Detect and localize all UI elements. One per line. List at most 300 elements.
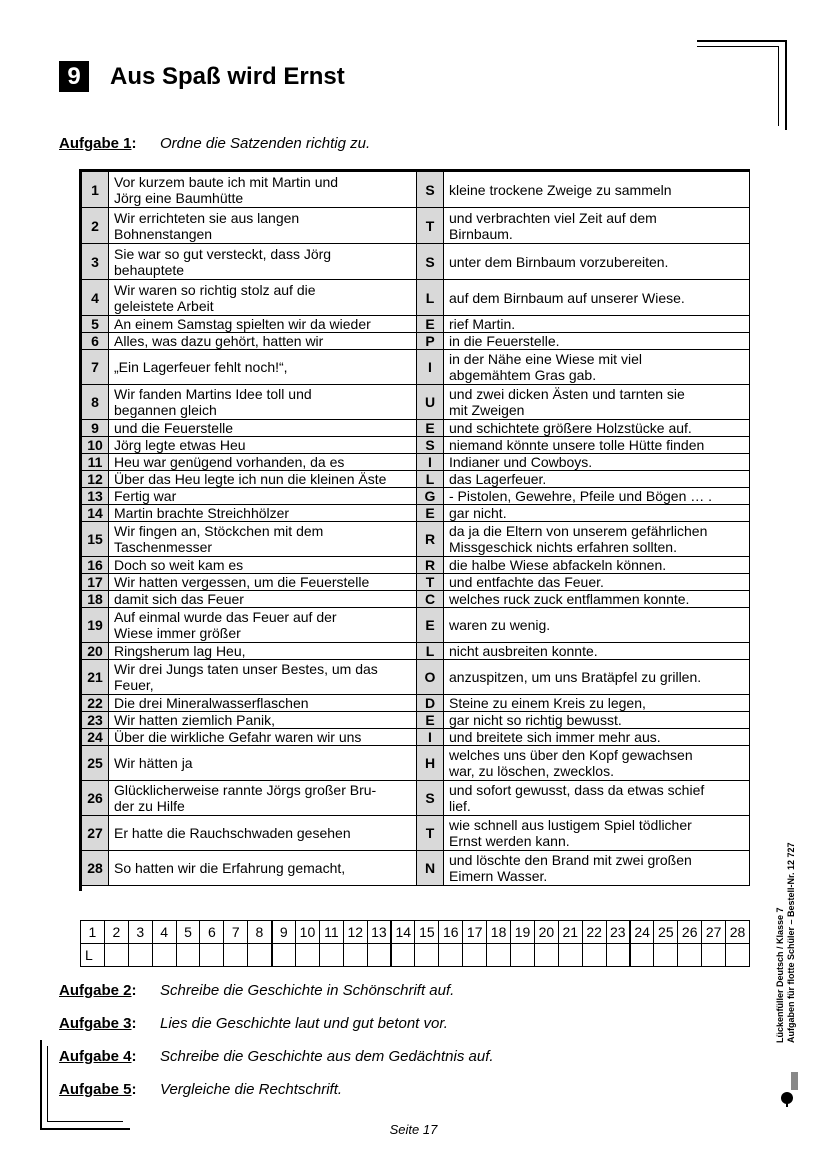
sentence-end [444, 712, 750, 729]
answer-grid-number: 27 [702, 921, 726, 944]
sentence-end [444, 208, 750, 244]
solution-letter: E [417, 505, 444, 522]
sentence-start-line: Wir drei Jungs taten unser Bestes, um das [114, 661, 378, 677]
sentence-start [109, 574, 417, 591]
answer-grid-number: 1 [81, 921, 105, 944]
table-row [82, 729, 750, 746]
answer-grid-letter-field[interactable] [152, 944, 176, 967]
solution-letter: C [417, 591, 444, 608]
solution-letter: E [417, 608, 444, 643]
row-number: 6 [82, 333, 109, 350]
sentence-end-line: die halbe Wiese abfackeln können. [449, 557, 667, 573]
row-number: 27 [82, 816, 109, 851]
answer-grid-number: 8 [248, 921, 272, 944]
sentence-start-line: Bohnenstangen [114, 225, 213, 242]
sentence-start [109, 280, 417, 316]
sentence-end [444, 574, 750, 591]
solution-letter: N [417, 851, 444, 886]
row-number: 10 [82, 437, 109, 454]
sentence-end-line: mit Zweigen [449, 402, 525, 418]
row-number: 2 [82, 208, 109, 244]
sentence-end-line: gar nicht. [449, 505, 507, 521]
solution-letter: I [417, 454, 444, 471]
sentence-start-line: Jörg legte etwas Heu [114, 437, 246, 453]
solution-letter: S [417, 244, 444, 280]
answer-grid-letter-field[interactable] [296, 944, 320, 967]
row-number: 25 [82, 746, 109, 781]
task-3: Aufgabe 3: Lies die Geschichte laut und gut betont vor. [59, 1015, 448, 1032]
sentence-end-line: welches uns über den Kopf gewachsen [449, 747, 693, 763]
answer-grid-letter-field[interactable] [104, 944, 128, 967]
answer-grid-letter-field[interactable] [678, 944, 702, 967]
sentence-end [444, 816, 750, 851]
sentence-start-line: Doch so weit kam es [114, 557, 244, 573]
publisher-logo-icon [778, 1070, 800, 1108]
sentence-start [109, 488, 417, 505]
table-row [82, 172, 750, 208]
solution-letter: L [417, 280, 444, 316]
table-row [82, 781, 750, 816]
sentence-end [444, 316, 750, 333]
solution-letter: R [417, 557, 444, 574]
answer-grid-number: 28 [726, 921, 750, 944]
sentence-start [109, 333, 417, 350]
solution-letter: I [417, 729, 444, 746]
sentence-start-line: Über die wirkliche Gefahr waren wir uns [114, 729, 362, 745]
sentence-start-line: „Ein Lagerfeuer fehlt noch!“, [114, 359, 288, 375]
answer-grid-number: 5 [176, 921, 200, 944]
sentence-start-line: So hatten wir die Erfahrung gemacht, [114, 860, 346, 876]
row-number: 21 [82, 660, 109, 695]
sentence-start [109, 851, 417, 886]
row-number: 5 [82, 316, 109, 333]
sentence-end [444, 350, 750, 385]
answer-grid-letter-field[interactable] [534, 944, 558, 967]
table-row [82, 208, 750, 244]
sentence-start-line: Auf einmal wurde das Feuer auf der [114, 609, 337, 625]
sentence-start-line: Wir fanden Martins Idee toll und [114, 386, 312, 402]
sentence-start-line: und die Feuerstelle [114, 420, 234, 436]
row-number: 9 [82, 420, 109, 437]
sentence-start [109, 208, 417, 244]
sentence-start-line: Heu war genügend vorhanden, da es [114, 454, 345, 470]
solution-letter: E [417, 712, 444, 729]
sentence-start-line: Sie war so gut versteckt, dass Jörg [114, 245, 332, 262]
sentence-end [444, 454, 750, 471]
table-row [82, 420, 750, 437]
sentence-end [444, 420, 750, 437]
solution-letter: L [417, 471, 444, 488]
sentence-end-line: nicht ausbreiten konnte. [449, 643, 598, 659]
corner-frame-top-right-vertical [785, 40, 787, 130]
sentence-end [444, 471, 750, 488]
table-row [82, 385, 750, 420]
task-label: Aufgabe 1 [59, 135, 132, 152]
sentence-start [109, 729, 417, 746]
answer-grid-letter-field[interactable] [487, 944, 511, 967]
sentence-end-line: niemand könnte unsere tolle Hütte finden [449, 437, 705, 453]
sentence-start-line: Wir hätten ja [114, 755, 193, 771]
solution-letter: E [417, 420, 444, 437]
task-5: Aufgabe 5: Vergleiche die Rechtschrift. [59, 1081, 343, 1098]
sentence-start [109, 316, 417, 333]
table-row [82, 437, 750, 454]
solution-letter: S [417, 781, 444, 816]
table-row [82, 350, 750, 385]
answer-grid-number: 13 [367, 921, 391, 944]
task-4: Aufgabe 4: Schreibe die Geschichte aus dem Gedächtnis auf. [59, 1048, 494, 1065]
sentence-start [109, 522, 417, 557]
answer-grid-letter-field[interactable] [367, 944, 391, 967]
matching-table [81, 171, 750, 886]
answer-grid-number: 25 [654, 921, 678, 944]
sentence-start-line: Vor kurzem baute ich mit Martin und [114, 173, 339, 190]
sentence-start-line: geleistete Arbeit [114, 297, 214, 314]
chapter-number-badge: 9 [59, 61, 89, 92]
answer-grid-letter-field[interactable]: L [81, 944, 105, 967]
sentence-start [109, 781, 417, 816]
row-number: 28 [82, 851, 109, 886]
solution-letter: D [417, 695, 444, 712]
sentence-start-line: der zu Hilfe [114, 798, 185, 814]
answer-grid-number: 14 [391, 921, 415, 944]
answer-grid-letter-field[interactable] [654, 944, 678, 967]
corner-frame-top-right-inner [697, 46, 779, 47]
answer-grid-number: 23 [606, 921, 630, 944]
sentence-start-line: An einem Samstag spielten wir da wieder [114, 316, 371, 332]
sentence-end [444, 591, 750, 608]
table-row [82, 746, 750, 781]
task-2: Aufgabe 2: Schreibe die Geschichte in Schönschrift auf. [59, 982, 455, 999]
solution-letter: G [417, 488, 444, 505]
sentence-start [109, 643, 417, 660]
side-info [775, 803, 797, 1043]
table-row [82, 454, 750, 471]
answer-grid-letter-field[interactable] [343, 944, 367, 967]
corner-frame-bottom-left [40, 1040, 42, 1130]
answer-grid-number: 16 [439, 921, 463, 944]
row-number: 20 [82, 643, 109, 660]
answer-grid-number: 24 [630, 921, 654, 944]
answer-grid-number: 20 [534, 921, 558, 944]
sentence-start [109, 712, 417, 729]
answer-grid-letter-field[interactable] [726, 944, 750, 967]
solution-letter: S [417, 172, 444, 208]
task-label: Aufgabe 4 [59, 1048, 132, 1065]
solution-letter: P [417, 333, 444, 350]
answer-grid-letter-field[interactable] [128, 944, 152, 967]
row-number: 19 [82, 608, 109, 643]
row-number: 3 [82, 244, 109, 280]
sentence-end [444, 333, 750, 350]
sentence-start-line: begannen gleich [114, 402, 217, 418]
answer-grid-letter-field[interactable] [224, 944, 248, 967]
answer-grid-numbers-row [81, 921, 750, 944]
corner-frame-top-right [697, 40, 787, 42]
row-number: 12 [82, 471, 109, 488]
sentence-start-line: Die drei Mineralwasserflaschen [114, 695, 309, 711]
sentence-end [444, 608, 750, 643]
table-row [82, 851, 750, 886]
task-text: Ordne die Satzenden richtig zu. [160, 135, 371, 152]
table-row [82, 557, 750, 574]
sentence-start-line: Wir errichteten sie aus langen [114, 209, 300, 226]
row-number: 24 [82, 729, 109, 746]
side-info-line-1: Lückenfüller Deutsch / Klasse 7 [775, 907, 785, 1043]
answer-grid-letter-field[interactable] [176, 944, 200, 967]
sentence-end [444, 643, 750, 660]
sentence-end [444, 729, 750, 746]
sentence-start-line: Alles, was dazu gehört, hatten wir [114, 333, 324, 349]
sentence-start-line: Fertig war [114, 488, 177, 504]
sentence-start-line: Martin brachte Streichhölzer [114, 505, 290, 521]
solution-letter: R [417, 522, 444, 557]
answer-grid-number: 18 [487, 921, 511, 944]
sentence-end [444, 746, 750, 781]
answer-grid-number: 10 [296, 921, 320, 944]
sentence-start-line: Feuer, [114, 677, 154, 693]
answer-grid-number: 26 [678, 921, 702, 944]
solution-letter: T [417, 816, 444, 851]
sentence-end-line: auf dem Birnbaum auf unserer Wiese. [449, 289, 685, 306]
sentence-start [109, 471, 417, 488]
sentence-end-line: waren zu wenig. [449, 617, 551, 633]
task-label: Aufgabe 5 [59, 1081, 132, 1098]
sentence-end-line: kleine trockene Zweige zu sammeln [449, 181, 672, 198]
table-row [82, 471, 750, 488]
sentence-end-line: Missgeschick nichts erfahren sollten. [449, 539, 677, 555]
table-row [82, 608, 750, 643]
row-number: 26 [82, 781, 109, 816]
sentence-end-line: Steine zu einem Kreis zu legen, [449, 695, 646, 711]
answer-grid-letter-field[interactable] [582, 944, 606, 967]
answer-grid-number: 15 [415, 921, 439, 944]
sentence-end [444, 557, 750, 574]
task-text: Lies die Geschichte laut und gut betont vor. [160, 1015, 448, 1032]
sentence-end [444, 851, 750, 886]
page-title: Aus Spaß wird Ernst [110, 63, 345, 90]
answer-grid-number: 19 [511, 921, 535, 944]
sentence-start-line: Taschenmesser [114, 539, 213, 555]
row-number: 17 [82, 574, 109, 591]
sentence-end [444, 172, 750, 208]
answer-grid-number: 6 [200, 921, 224, 944]
sentence-end [444, 505, 750, 522]
table-row [82, 244, 750, 280]
solution-letter: E [417, 316, 444, 333]
solution-letter: I [417, 350, 444, 385]
row-number: 4 [82, 280, 109, 316]
row-number: 18 [82, 591, 109, 608]
sentence-start [109, 608, 417, 643]
sentence-start [109, 437, 417, 454]
sentence-end-line: und zwei dicken Ästen und tarnten sie [449, 386, 685, 402]
sentence-end-line: und schichtete größere Holzstücke auf. [449, 420, 692, 436]
table-row [82, 280, 750, 316]
row-number: 16 [82, 557, 109, 574]
row-number: 1 [82, 172, 109, 208]
answer-grid-letter-field[interactable] [248, 944, 272, 967]
answer-grid-number: 9 [272, 921, 296, 944]
sentence-start [109, 454, 417, 471]
sentence-end [444, 781, 750, 816]
answer-grid-letter-field[interactable] [391, 944, 415, 967]
sentence-end-line: rief Martin. [449, 316, 516, 332]
sentence-start-line: Wiese immer größer [114, 625, 241, 641]
row-number: 23 [82, 712, 109, 729]
sentence-end-line: unter dem Birnbaum vorzubereiten. [449, 253, 669, 270]
solution-letter: T [417, 574, 444, 591]
sentence-start-line: Jörg eine Baumhütte [114, 189, 244, 206]
solution-letter: L [417, 643, 444, 660]
sentence-end-line: und entfachte das Feuer. [449, 574, 604, 590]
sentence-start [109, 695, 417, 712]
answer-grid-number: 22 [582, 921, 606, 944]
answer-grid-number: 12 [343, 921, 367, 944]
sentence-start [109, 420, 417, 437]
answer-grid-letter-field[interactable] [463, 944, 487, 967]
answer-grid-letter-field[interactable] [439, 944, 463, 967]
answer-grid-letters-row [81, 944, 750, 967]
sentence-end-line: Ernst werden kann. [449, 833, 570, 849]
table-row [82, 660, 750, 695]
sentence-start-line: behauptete [114, 261, 185, 278]
sentence-end-line: da ja die Eltern von unserem gefährlichen [449, 523, 708, 539]
row-number: 15 [82, 522, 109, 557]
sentence-end-line: und löschte den Brand mit zwei großen [449, 852, 692, 868]
table-row [82, 712, 750, 729]
corner-frame-top-right-inner-vertical [778, 46, 779, 126]
sentence-end-line: gar nicht so richtig bewusst. [449, 712, 622, 728]
table-row [82, 574, 750, 591]
sentence-end-line: Eimern Wasser. [449, 868, 548, 884]
sentence-end-line: in der Nähe eine Wiese mit viel [449, 351, 642, 367]
table-row [82, 488, 750, 505]
answer-grid-number: 17 [463, 921, 487, 944]
sentence-end-line: und verbrachten viel Zeit auf dem [449, 209, 657, 226]
table-row [82, 695, 750, 712]
table-row [82, 505, 750, 522]
sentence-end [444, 660, 750, 695]
sentence-start [109, 350, 417, 385]
page-footer: Seite 17 [389, 1122, 438, 1137]
sentence-start-line: Wir waren so richtig stolz auf die [114, 281, 316, 298]
sentence-start [109, 244, 417, 280]
sentence-end [444, 437, 750, 454]
sentence-end [444, 522, 750, 557]
sentence-end [444, 385, 750, 420]
sentence-start-line: Glücklicherweise rannte Jörgs großer Bru- [114, 782, 377, 798]
sentence-end [444, 280, 750, 316]
sentence-start [109, 172, 417, 208]
table-row [82, 816, 750, 851]
solution-letter: S [417, 437, 444, 454]
answer-grid-number: 11 [319, 921, 343, 944]
row-number: 7 [82, 350, 109, 385]
table-row [82, 643, 750, 660]
sentence-end [444, 695, 750, 712]
sentence-start [109, 816, 417, 851]
sentence-end-line: war, zu löschen, zwecklos. [449, 763, 614, 779]
sentence-end-line: Birnbaum. [449, 225, 513, 242]
sentence-end-line: - Pistolen, Gewehre, Pfeile und Bögen … . [449, 488, 713, 504]
sentence-end-line: und sofort gewusst, dass da etwas schief [449, 782, 705, 798]
task-label: Aufgabe 2 [59, 982, 132, 999]
sentence-start-line: Über das Heu legte ich nun die kleinen Äste [114, 471, 387, 487]
solution-letter: H [417, 746, 444, 781]
answer-grid [80, 920, 750, 967]
answer-grid-letter-field[interactable] [415, 944, 439, 967]
table-row [82, 333, 750, 350]
task-1: Aufgabe 1: Ordne die Satzenden richtig zu. [59, 135, 371, 152]
sentence-end-line: in die Feuerstelle. [449, 333, 560, 349]
answer-grid-letter-field[interactable] [702, 944, 726, 967]
sentence-start [109, 660, 417, 695]
side-info-line-2: Aufgaben für flotte Schüler – Bestell-Nr. 12 727 [786, 842, 796, 1043]
table-row [82, 522, 750, 557]
solution-letter: O [417, 660, 444, 695]
answer-grid-letter-field[interactable] [606, 944, 630, 967]
row-number: 8 [82, 385, 109, 420]
task-text: Vergleiche die Rechtschrift. [160, 1081, 343, 1098]
answer-grid-letter-field[interactable] [200, 944, 224, 967]
sentence-end-line: anzuspitzen, um uns Bratäpfel zu grillen. [449, 669, 702, 685]
sentence-start [109, 557, 417, 574]
sentence-start [109, 746, 417, 781]
sentence-end-line: und breitete sich immer mehr aus. [449, 729, 661, 745]
sentence-end-line: abgemähtem Gras gab. [449, 367, 597, 383]
sentence-start-line: Ringsherum lag Heu, [114, 643, 246, 659]
answer-grid-letter-field[interactable] [319, 944, 343, 967]
sentence-start [109, 505, 417, 522]
task-label: Aufgabe 3 [59, 1015, 132, 1032]
sentence-end-line: das Lagerfeuer. [449, 471, 547, 487]
solution-letter: U [417, 385, 444, 420]
answer-grid-number: 4 [152, 921, 176, 944]
answer-grid-letter-field[interactable] [558, 944, 582, 967]
table-row [82, 316, 750, 333]
answer-grid-letter-field[interactable] [630, 944, 654, 967]
solution-letter: T [417, 208, 444, 244]
sentence-start-line: Wir hatten ziemlich Panik, [114, 712, 276, 728]
answer-grid-letter-field[interactable] [272, 944, 296, 967]
corner-frame-bottom-left-inner [47, 1046, 48, 1122]
row-number: 22 [82, 695, 109, 712]
row-number: 14 [82, 505, 109, 522]
row-number: 11 [82, 454, 109, 471]
answer-grid-number: 3 [128, 921, 152, 944]
sentence-start [109, 591, 417, 608]
sentence-start-line: Wir fingen an, Stöckchen mit dem [114, 523, 324, 539]
answer-grid-number: 21 [558, 921, 582, 944]
answer-grid-number: 2 [104, 921, 128, 944]
table-row [82, 591, 750, 608]
task-text: Schreibe die Geschichte aus dem Gedächtnis auf. [160, 1048, 494, 1065]
sentence-end-line: welches ruck zuck entflammen konnte. [449, 591, 690, 607]
sentence-end [444, 488, 750, 505]
answer-grid-letter-field[interactable] [511, 944, 535, 967]
answer-grid-number: 7 [224, 921, 248, 944]
sentence-end-line: lief. [449, 798, 471, 814]
sentence-end-line: wie schnell aus lustigem Spiel tödlicher [449, 817, 692, 833]
sentence-end-line: Indianer und Cowboys. [449, 454, 593, 470]
sentence-start-line: Wir hatten vergessen, um die Feuerstelle [114, 574, 370, 590]
sentence-end [444, 244, 750, 280]
sentence-start-line: Er hatte die Rauchschwaden gesehen [114, 825, 351, 841]
sentence-start-line: damit sich das Feuer [114, 591, 244, 607]
row-number: 13 [82, 488, 109, 505]
sentence-start [109, 385, 417, 420]
